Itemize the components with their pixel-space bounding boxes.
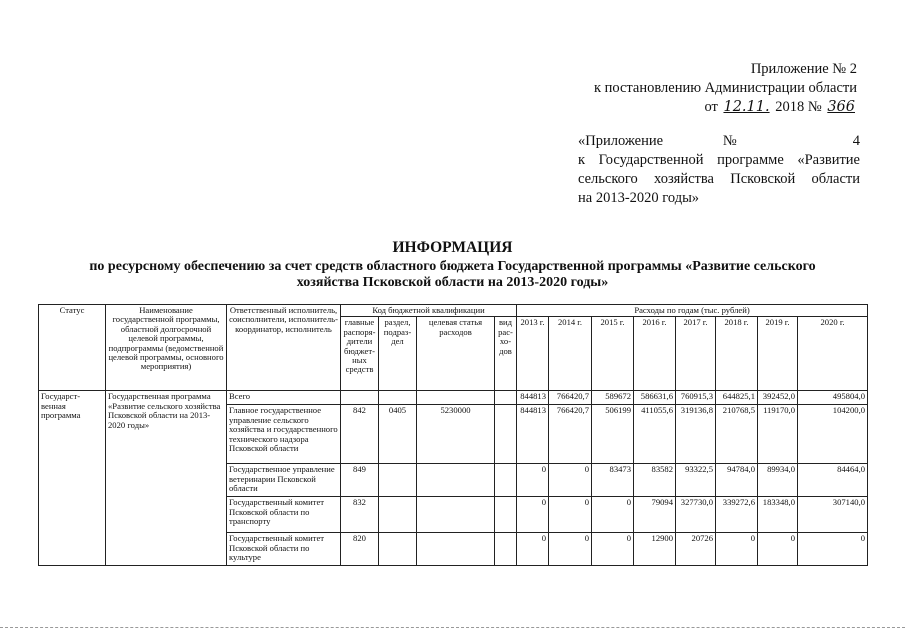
document-subtitle-line1: по ресурсному обеспечению за счет средств областного бюджета Государственной программы «Развитие сельского: [89, 259, 816, 274]
header-expenses: Расходы по годам (тыс. рублей): [517, 305, 868, 317]
expense-type-cell: [495, 464, 517, 497]
value-cell: 392452,0: [758, 391, 798, 405]
header-section: раздел, подраз-дел: [379, 317, 417, 391]
value-cell: 0: [517, 464, 549, 497]
executor-cell: Государственное управление ветеринарии Псковской области: [227, 464, 341, 497]
value-cell: 766420,7: [549, 405, 592, 464]
target-cell: 5230000: [417, 405, 495, 464]
table-row: [39, 391, 868, 405]
value-cell: 0: [549, 533, 592, 566]
target-cell: [417, 464, 495, 497]
program-status: Государст-венная программа: [39, 391, 106, 566]
value-cell: 79094: [634, 497, 676, 533]
value-cell: 83582: [634, 464, 676, 497]
header-year: 2017 г.: [676, 317, 716, 391]
section-cell: [379, 497, 417, 533]
grbs-cell: 820: [341, 533, 379, 566]
value-cell: 83473: [592, 464, 634, 497]
expense-type-cell: [495, 391, 517, 405]
target-cell: [417, 497, 495, 533]
header-target: целевая статья расходов: [417, 317, 495, 391]
grbs-cell: 832: [341, 497, 379, 533]
value-cell: 586631,6: [634, 391, 676, 405]
value-cell: 0: [798, 533, 868, 566]
handwritten-number: 366: [827, 99, 855, 115]
header-year: 2014 г.: [549, 317, 592, 391]
handwritten-date: 12.11.: [723, 99, 770, 115]
value-cell: 589672: [592, 391, 634, 405]
value-cell: 183348,0: [758, 497, 798, 533]
value-cell: 0: [549, 497, 592, 533]
resource-table: [38, 304, 868, 566]
value-cell: 94784,0: [716, 464, 758, 497]
header-name: Наименование государственной программы, областной долгосрочной целевой программы, подпрограммы (ведомственной целевой программы, основного мероприятия): [106, 305, 227, 391]
value-cell: 766420,7: [549, 391, 592, 405]
appendix-4-line3: сельского хозяйства Псковской области: [578, 171, 860, 187]
section-cell: [379, 533, 417, 566]
executor-cell: Всего: [227, 391, 341, 405]
grbs-cell: 842: [341, 405, 379, 464]
header-grbs: главные распоря-дители бюджет-ных средств: [341, 317, 379, 391]
value-cell: 0: [716, 533, 758, 566]
appendix-4-line4: на 2013-2020 годы»: [578, 190, 700, 206]
value-cell: 760915,3: [676, 391, 716, 405]
executor-cell: Государственный комитет Псковской области по культуре: [227, 533, 341, 566]
value-cell: 0: [517, 533, 549, 566]
value-cell: 844813: [517, 391, 549, 405]
section-cell: 0405: [379, 405, 417, 464]
value-cell: 89934,0: [758, 464, 798, 497]
value-cell: 327730,0: [676, 497, 716, 533]
value-cell: 644825,1: [716, 391, 758, 405]
value-cell: 0: [758, 533, 798, 566]
header-year: 2016 г.: [634, 317, 676, 391]
appendix-4-line1: «Приложение № 4: [578, 133, 860, 149]
grbs-cell: 849: [341, 464, 379, 497]
value-cell: 0: [592, 533, 634, 566]
appendix-2-header: [594, 60, 857, 117]
header-year: 2013 г.: [517, 317, 549, 391]
date-prefix: от: [704, 99, 718, 115]
value-cell: 93322,5: [676, 464, 716, 497]
value-cell: 0: [592, 497, 634, 533]
document-heading: ИНФОРМАЦИЯ: [392, 239, 513, 256]
value-cell: 319136,8: [676, 405, 716, 464]
value-cell: 84464,0: [798, 464, 868, 497]
value-cell: 104200,0: [798, 405, 868, 464]
year-text: 2018 №: [775, 99, 822, 115]
target-cell: [417, 533, 495, 566]
grbs-cell: [341, 391, 379, 405]
section-cell: [379, 391, 417, 405]
page-bottom-divider: [0, 627, 905, 628]
appendix-2-date-line: [594, 98, 857, 117]
appendix-2-line1: Приложение № 2: [750, 61, 857, 77]
appendix-4-header: [578, 132, 860, 208]
table-header-row-1: [39, 305, 868, 317]
value-cell: 339272,6: [716, 497, 758, 533]
header-year: 2015 г.: [592, 317, 634, 391]
program-name: Государственная программа «Развитие сельского хозяйства Псковской области на 2013-2020 годы»: [106, 391, 227, 566]
header-executor: Ответственный исполнитель, соисполнители, исполнитель-координатор, исполнитель: [227, 305, 341, 391]
value-cell: 506199: [592, 405, 634, 464]
value-cell: 12900: [634, 533, 676, 566]
value-cell: 307140,0: [798, 497, 868, 533]
expense-type-cell: [495, 497, 517, 533]
header-year: 2019 г.: [758, 317, 798, 391]
appendix-4-line2: к Государственной программе «Развитие: [578, 152, 860, 168]
expense-type-cell: [495, 533, 517, 566]
value-cell: 20726: [676, 533, 716, 566]
value-cell: 844813: [517, 405, 549, 464]
value-cell: 411055,6: [634, 405, 676, 464]
expense-type-cell: [495, 405, 517, 464]
header-expense-type: вид рас-хо-дов: [495, 317, 517, 391]
value-cell: 495804,0: [798, 391, 868, 405]
value-cell: 0: [517, 497, 549, 533]
header-year: 2018 г.: [716, 317, 758, 391]
value-cell: 119170,0: [758, 405, 798, 464]
value-cell: 0: [549, 464, 592, 497]
header-year: 2020 г.: [798, 317, 868, 391]
executor-cell: Государственный комитет Псковской области по транспорту: [227, 497, 341, 533]
header-budget-code: Код бюджетной квалификации: [341, 305, 517, 317]
executor-cell: Главное государственное управление сельского хозяйства и государственного технического надзора Псковской области: [227, 405, 341, 464]
section-cell: [379, 464, 417, 497]
target-cell: [417, 391, 495, 405]
value-cell: 210768,5: [716, 405, 758, 464]
document-subtitle-line2: хозяйства Псковской области на 2013-2020 годы»: [296, 275, 609, 290]
header-status: Статус: [39, 305, 106, 391]
appendix-2-line2: к постановлению Администрации области: [593, 80, 857, 96]
